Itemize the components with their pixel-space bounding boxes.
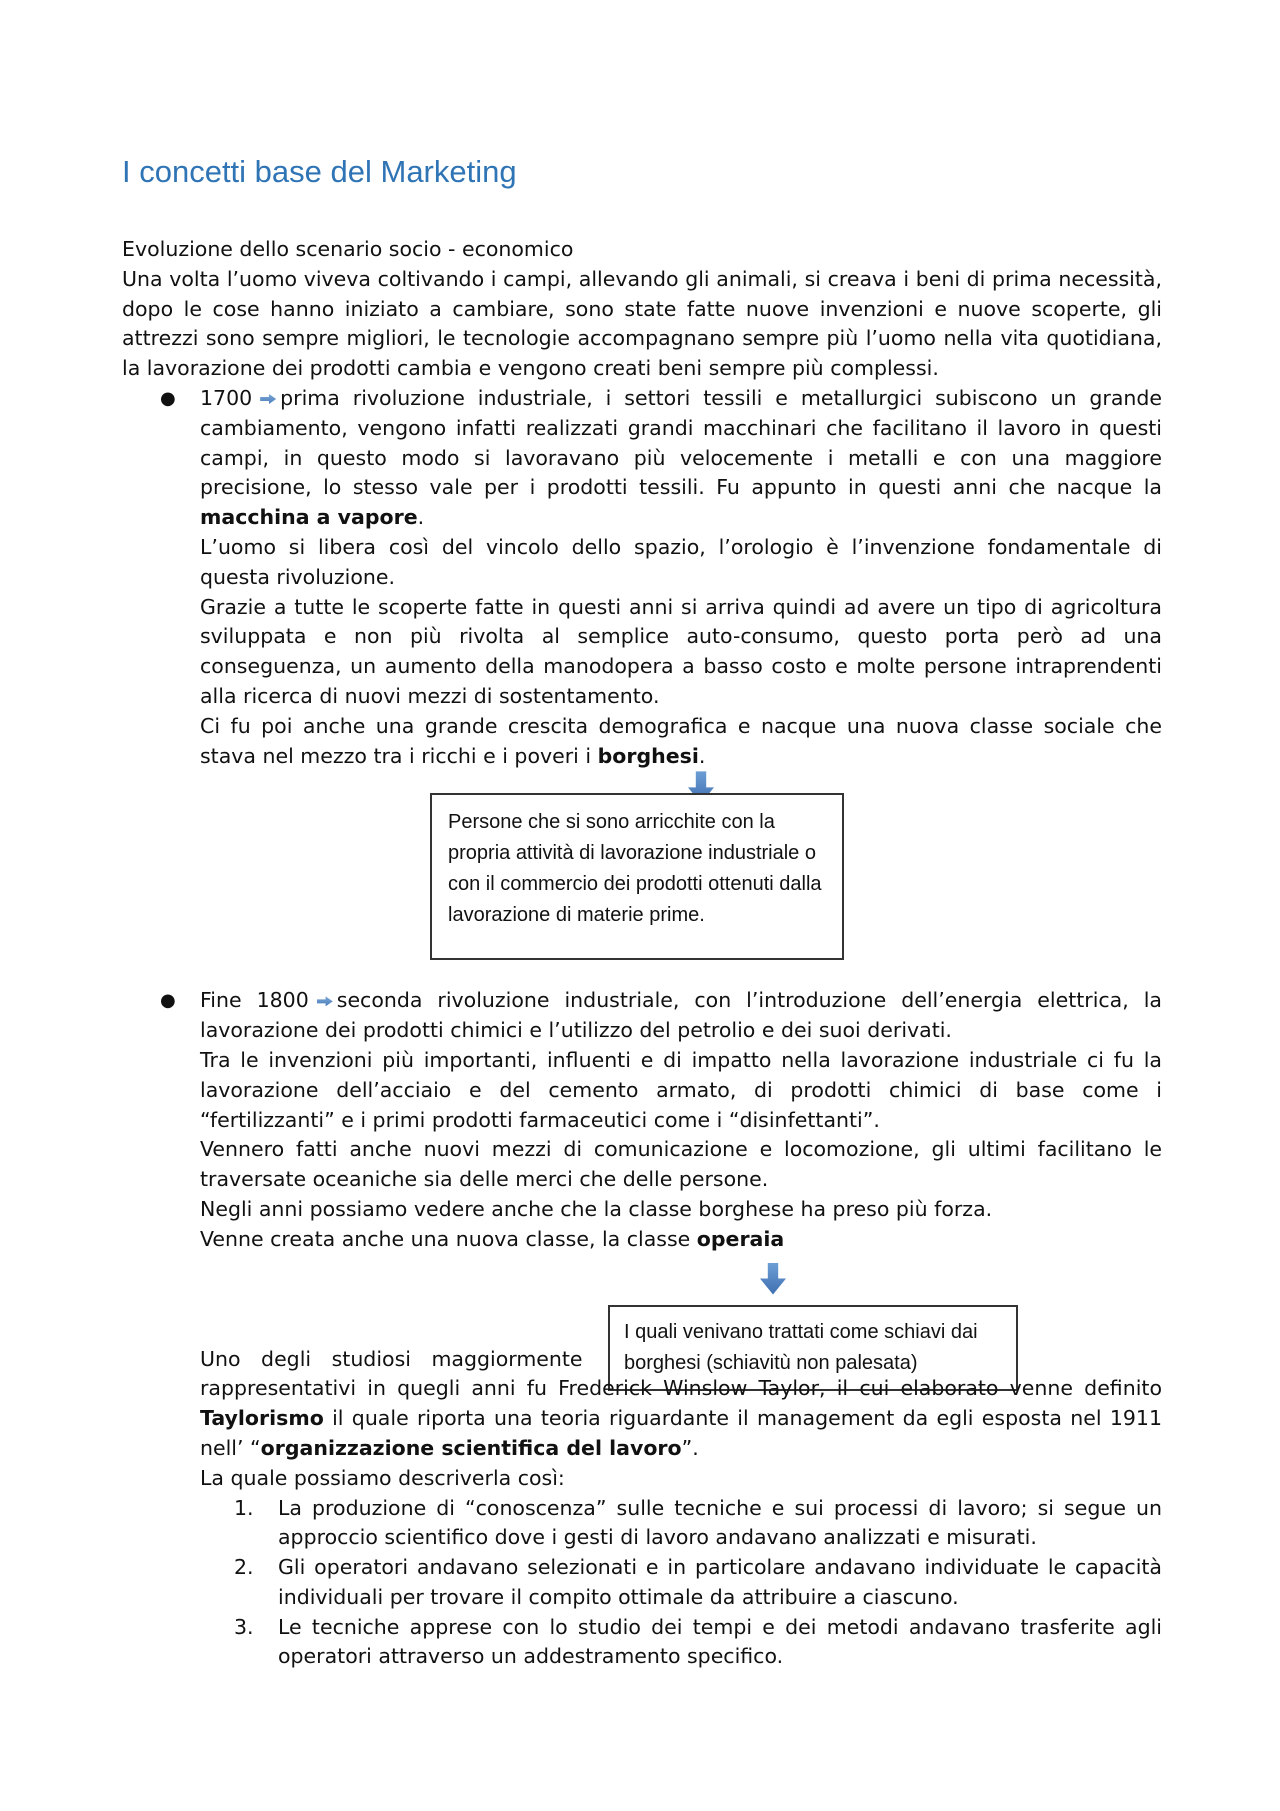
punctuation: . (417, 505, 425, 530)
taylor-desc: La quale possiamo descriverla così: (200, 1465, 565, 1490)
numbered-list (122, 1494, 1162, 1673)
list-number: 2. (234, 1555, 254, 1580)
bullet-1700-paragraph: L’uomo si libera così del vincolo dello spazio, l’orologio è l’invenzione fondamentale di questa rivoluzione. (200, 534, 1162, 589)
bullet-1800-main (200, 986, 1162, 1046)
year-label: 1700 (200, 385, 253, 410)
taylor-text: rappresentativi in quegli anni fu Frederick Winslow Taylor, il cui elaborato venne definito (200, 1376, 1162, 1401)
bullet-1800-paragraph: Negli anni possiamo vedere anche che la classe borghese ha preso più forza. (200, 1196, 993, 1221)
year-label: Fine 1800 (200, 988, 309, 1013)
bullet-1800-paragraph: Vennero fatti anche nuovi mezzi di comunicazione e locomozione, gli ultimi facilitano le traversate oceaniche sia delle merci che delle persone. (200, 1137, 1162, 1192)
bullet-1700-main (200, 384, 1162, 533)
list-item (234, 1553, 1162, 1613)
callout-box-operaia: I quali venivano trattati come schiavi dai borghesi (schiavitù non palesata) (608, 1305, 1018, 1391)
list-text: La produzione di “conoscenza” sulle tecniche e sui processi di lavoro; si segue un approccio scientifico dove i gesti di lavoro andavano analizzati e misurati. (278, 1495, 1162, 1550)
bold-term: macchina a vapore (200, 505, 418, 530)
list-number: 1. (234, 1495, 254, 1520)
callout-box-borghesi: Persone che si sono arricchite con la propria attività di lavorazione industriale o con il commercio dei prodotti ottenuti dalla lavorazione di materie prime. (430, 793, 844, 960)
taylor-paragraph (200, 1374, 1162, 1463)
bullet-text: Venne creata anche una nuova classe, la classe (200, 1226, 697, 1251)
callout-area-1 (122, 771, 1162, 986)
bullet-1700-paragraph (200, 712, 1162, 772)
bullet-1800-paragraph: Tra le invenzioni più importanti, influenti e di impatto nella lavorazione industriale ci fu la lavorazione dell’acciaio e del cemento armato, di prodotti chimici di base come i “fertilizzanti” e i primi prodotti farmaceutici come i “disinfettanti”. (200, 1047, 1162, 1132)
punctuation: ”. (681, 1435, 699, 1460)
arrow-right-icon (260, 394, 276, 404)
bold-term: operaia (696, 1226, 785, 1251)
bold-term: Taylorismo (200, 1406, 324, 1431)
bullet-text: seconda rivoluzione industriale, con l’introduzione dell’energia elettrica, la lavorazione dei prodotti chimici e l’utilizzo del petrolio e dei suoi derivati. (200, 988, 1162, 1043)
taylor-start: Uno degli studiosi maggiormente (200, 1346, 583, 1371)
bullet-text: prima rivoluzione industriale, i settori tessili e metallurgici subiscono un grande cambiamento, vengono infatti realizzati grandi macchinari che facilitano il lavoro in questi campi, in questo modo si lavoravano più velocemente i metalli e con una maggiore precisione, lo stesso vale per i prodotti tessili. Fu appunto in questi anni che nacque la (200, 385, 1162, 500)
taylor-text: il quale riporta una teoria riguardante il management da egli esposta nel 1911 nell’ “ (200, 1406, 1162, 1460)
down-arrow-icon (760, 1263, 786, 1295)
list-number: 3. (234, 1614, 254, 1639)
intro-paragraph: Una volta l’uomo viveva coltivando i campi, allevando gli animali, si creava i beni di prima necessità, dopo le cose hanno iniziato a cambiare, sono state fatte nuove invenzioni e nuove scoperte, gli attrezzi sono sempre migliori, le tecnologie accompagnano sempre più l’uomo nella vita quotidiana, la lavorazione dei prodotti cambia e vengono creati beni sempre più complessi. (122, 266, 1162, 381)
section-heading: Evoluzione dello scenario socio - economico (122, 237, 574, 261)
punctuation: . (698, 743, 706, 768)
arrow-right-icon (317, 996, 333, 1006)
bullet-1800-paragraph (200, 1225, 1162, 1255)
bullet-dot-icon: ● (160, 387, 176, 409)
document-body (122, 235, 1162, 1672)
list-text: Le tecniche apprese con lo studio dei tempi e dei metodi andavano trasferite agli operatori attraverso un addestramento specifico. (278, 1614, 1162, 1669)
list-item (234, 1494, 1162, 1554)
bullet-1800 (122, 986, 1162, 1254)
bullet-1700 (122, 384, 1162, 771)
taylor-section (122, 1345, 1162, 1494)
bold-term: organizzazione scientifica del lavoro (260, 1435, 682, 1460)
bullet-text: Ci fu poi anche una grande crescita demografica e nacque una nuova classe sociale che stava nel mezzo tra i ricchi e i poveri i (200, 713, 1162, 768)
bullet-1700-paragraph: Grazie a tutte le scoperte fatte in questi anni si arriva quindi ad avere un tipo di agricoltura sviluppata e non più rivolta al semplice auto-consumo, questo porta però ad una conseguenza, un aumento della manodopera a basso costo e molte persone intraprendenti alla ricerca di nuovi mezzi di sostentamento. (200, 594, 1162, 708)
bullet-dot-icon: ● (160, 990, 176, 1012)
list-item (234, 1613, 1162, 1673)
list-text: Gli operatori andavano selezionati e in particolare andavano individuate le capacità individuali per trovare il compito ottimale da attribuire a ciascuno. (278, 1555, 1162, 1609)
bold-term: borghesi (597, 743, 699, 768)
page-title: I concetti base del Marketing (122, 154, 517, 189)
